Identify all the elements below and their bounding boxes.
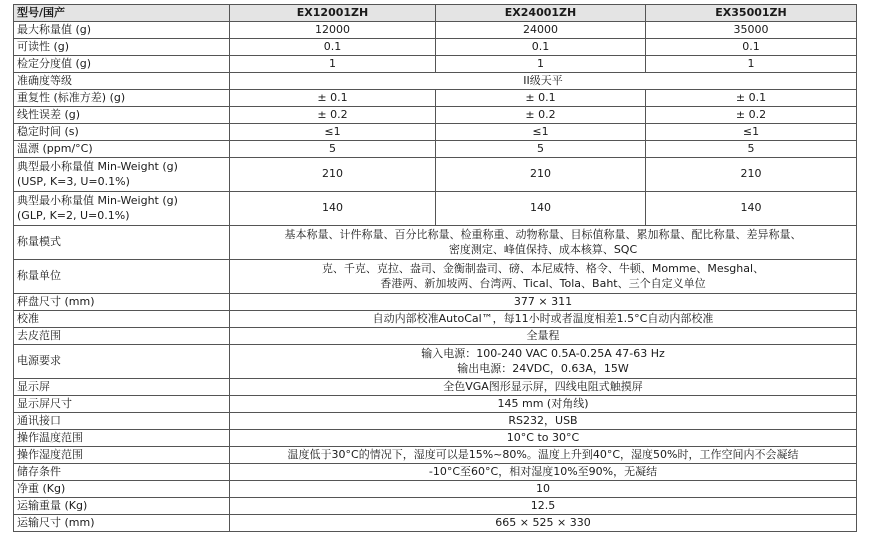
spec-row [14,55,857,72]
spec-value-merged [230,225,857,259]
spec-label: 显示屏 [14,378,230,395]
spec-value: 140 [646,191,857,225]
spec-label: 准确度等级 [14,72,230,89]
spec-label: 检定分度值 (g) [14,55,230,72]
spec-value-merged [230,259,857,293]
spec-value-merged [230,378,857,395]
spec-label: 线性误差 (g) [14,106,230,123]
spec-value: 210 [646,157,857,191]
spec-value: ± 0.1 [646,89,857,106]
spec-row [14,412,857,429]
spec-value-merged [230,412,857,429]
spec-value-merged [230,480,857,497]
spec-row [14,21,857,38]
spec-value: 5 [230,140,436,157]
spec-label: 电源要求 [14,344,230,378]
spec-value-merged [230,514,857,531]
spec-value-merged [230,497,857,514]
spec-value: 0.1 [646,38,857,55]
spec-label-line: 典型最小称量值 Min-Weight (g) [17,193,178,207]
spec-label: 显示屏尺寸 [14,395,230,412]
spec-label-line: (USP, K=3, U=0.1%) [17,175,130,189]
spec-label: 温漂 (ppm/°C) [14,140,230,157]
spec-value: 35000 [646,21,857,38]
spec-row [14,429,857,446]
spec-value: 210 [230,157,436,191]
spec-label: 可读性 (g) [14,38,230,55]
spec-value-merged [230,310,857,327]
model-header: EX12001ZH [230,5,436,22]
spec-value: ± 0.2 [230,106,436,123]
model-header: EX35001ZH [646,5,857,22]
spec-row [14,259,857,293]
spec-value-line: 665 × 525 × 330 [495,515,591,529]
spec-label-line: 典型最小称量值 Min-Weight (g) [17,159,178,173]
spec-value-line: 全色VGA图形显示屏，四线电阻式触摸屏 [443,379,643,393]
spec-value-merged [230,293,857,310]
spec-value-line: 自动内部校准AutoCal™，每11小时或者温度相差1.5°C自动内部校准 [372,311,714,325]
spec-value: ≤1 [646,123,857,140]
spec-value: ≤1 [230,123,436,140]
spec-row [14,378,857,395]
spec-value: 1 [436,55,646,72]
spec-value-line: 基本称量、计件称量、百分比称量、检重称重、动物称量、目标值称量、累加称量、配比称量、差异称量、 [284,227,802,241]
spec-value: ± 0.1 [436,89,646,106]
spec-value: 140 [436,191,646,225]
spec-value-line: 145 mm (对角线) [497,396,589,410]
spec-value: 210 [436,157,646,191]
header-label: 型号/国产 [14,5,230,22]
spec-row [14,395,857,412]
header-row [14,5,857,22]
spec-label [14,191,230,225]
spec-table [13,4,857,532]
spec-value: 5 [646,140,857,157]
spec-value: 1 [230,55,436,72]
model-header: EX24001ZH [436,5,646,22]
spec-value-merged [230,327,857,344]
spec-row [14,327,857,344]
spec-row [14,123,857,140]
spec-value-line: II级天平 [523,73,563,87]
spec-label: 运输尺寸 (mm) [14,514,230,531]
spec-row [14,89,857,106]
spec-value: 5 [436,140,646,157]
spec-value-line: 10 [536,481,550,495]
spec-label: 储存条件 [14,463,230,480]
spec-value: 0.1 [230,38,436,55]
spec-value-line: 输出电源：24VDC，0.63A，15W [457,362,629,376]
spec-row [14,446,857,463]
spec-label: 通讯接口 [14,412,230,429]
spec-value-line: RS232，USB [508,413,578,427]
spec-label [14,157,230,191]
spec-value-line: 克、千克、克拉、盎司、金衡制盎司、磅、本尼威特、格令、牛顿、Momme、Mesghal、 [321,261,765,275]
spec-value-merged [230,429,857,446]
spec-value: ± 0.2 [646,106,857,123]
spec-label: 操作湿度范围 [14,446,230,463]
spec-value: ± 0.2 [436,106,646,123]
spec-row [14,310,857,327]
spec-value-line: 全量程 [526,328,560,342]
spec-label-line: (GLP, K=2, U=0.1%) [17,209,130,223]
spec-value-merged [230,395,857,412]
spec-label: 秤盘尺寸 (mm) [14,293,230,310]
spec-row [14,106,857,123]
spec-row [14,157,857,191]
spec-label: 运输重量 (Kg) [14,497,230,514]
spec-label: 称量单位 [14,259,230,293]
spec-label: 称量模式 [14,225,230,259]
spec-value-line: 香港两、新加坡两、台湾两、Tical、Tola、Baht、三个自定义单位 [380,277,706,291]
spec-value-merged [230,446,857,463]
spec-value: ≤1 [436,123,646,140]
spec-label: 净重 (Kg) [14,480,230,497]
spec-value: ± 0.1 [230,89,436,106]
spec-label: 重复性 (标准方差) (g) [14,89,230,106]
spec-label: 校准 [14,310,230,327]
spec-value-line: -10°C至60°C，相对湿度10%至90%，无凝结 [428,464,658,478]
spec-label: 最大称量值 (g) [14,21,230,38]
spec-value-line: 12.5 [530,498,556,512]
spec-value-line: 输入电源：100-240 VAC 0.5A-0.25A 47-63 Hz [421,346,665,360]
spec-row [14,293,857,310]
spec-row [14,225,857,259]
spec-value: 140 [230,191,436,225]
spec-row [14,140,857,157]
spec-value: 0.1 [436,38,646,55]
spec-row [14,38,857,55]
spec-value-merged [230,72,857,89]
spec-value-line: 温度低于30°C的情况下，湿度可以是15%~80%。温度上升到40°C，湿度50%时，工作空间内不会凝结 [287,447,799,461]
spec-value: 24000 [436,21,646,38]
spec-row [14,344,857,378]
spec-row [14,191,857,225]
spec-value: 12000 [230,21,436,38]
spec-label: 稳定时间 (s) [14,123,230,140]
spec-value-line: 10°C to 30°C [506,430,580,444]
spec-row [14,463,857,480]
spec-row [14,72,857,89]
spec-row [14,480,857,497]
spec-row [14,514,857,531]
spec-value-line: 377 × 311 [513,294,573,308]
spec-value-merged [230,344,857,378]
spec-value-merged [230,463,857,480]
spec-row [14,497,857,514]
spec-value-line: 密度测定、峰值保持、成本核算、SQC [448,243,638,257]
spec-label: 去皮范围 [14,327,230,344]
spec-label: 操作温度范围 [14,429,230,446]
spec-value: 1 [646,55,857,72]
